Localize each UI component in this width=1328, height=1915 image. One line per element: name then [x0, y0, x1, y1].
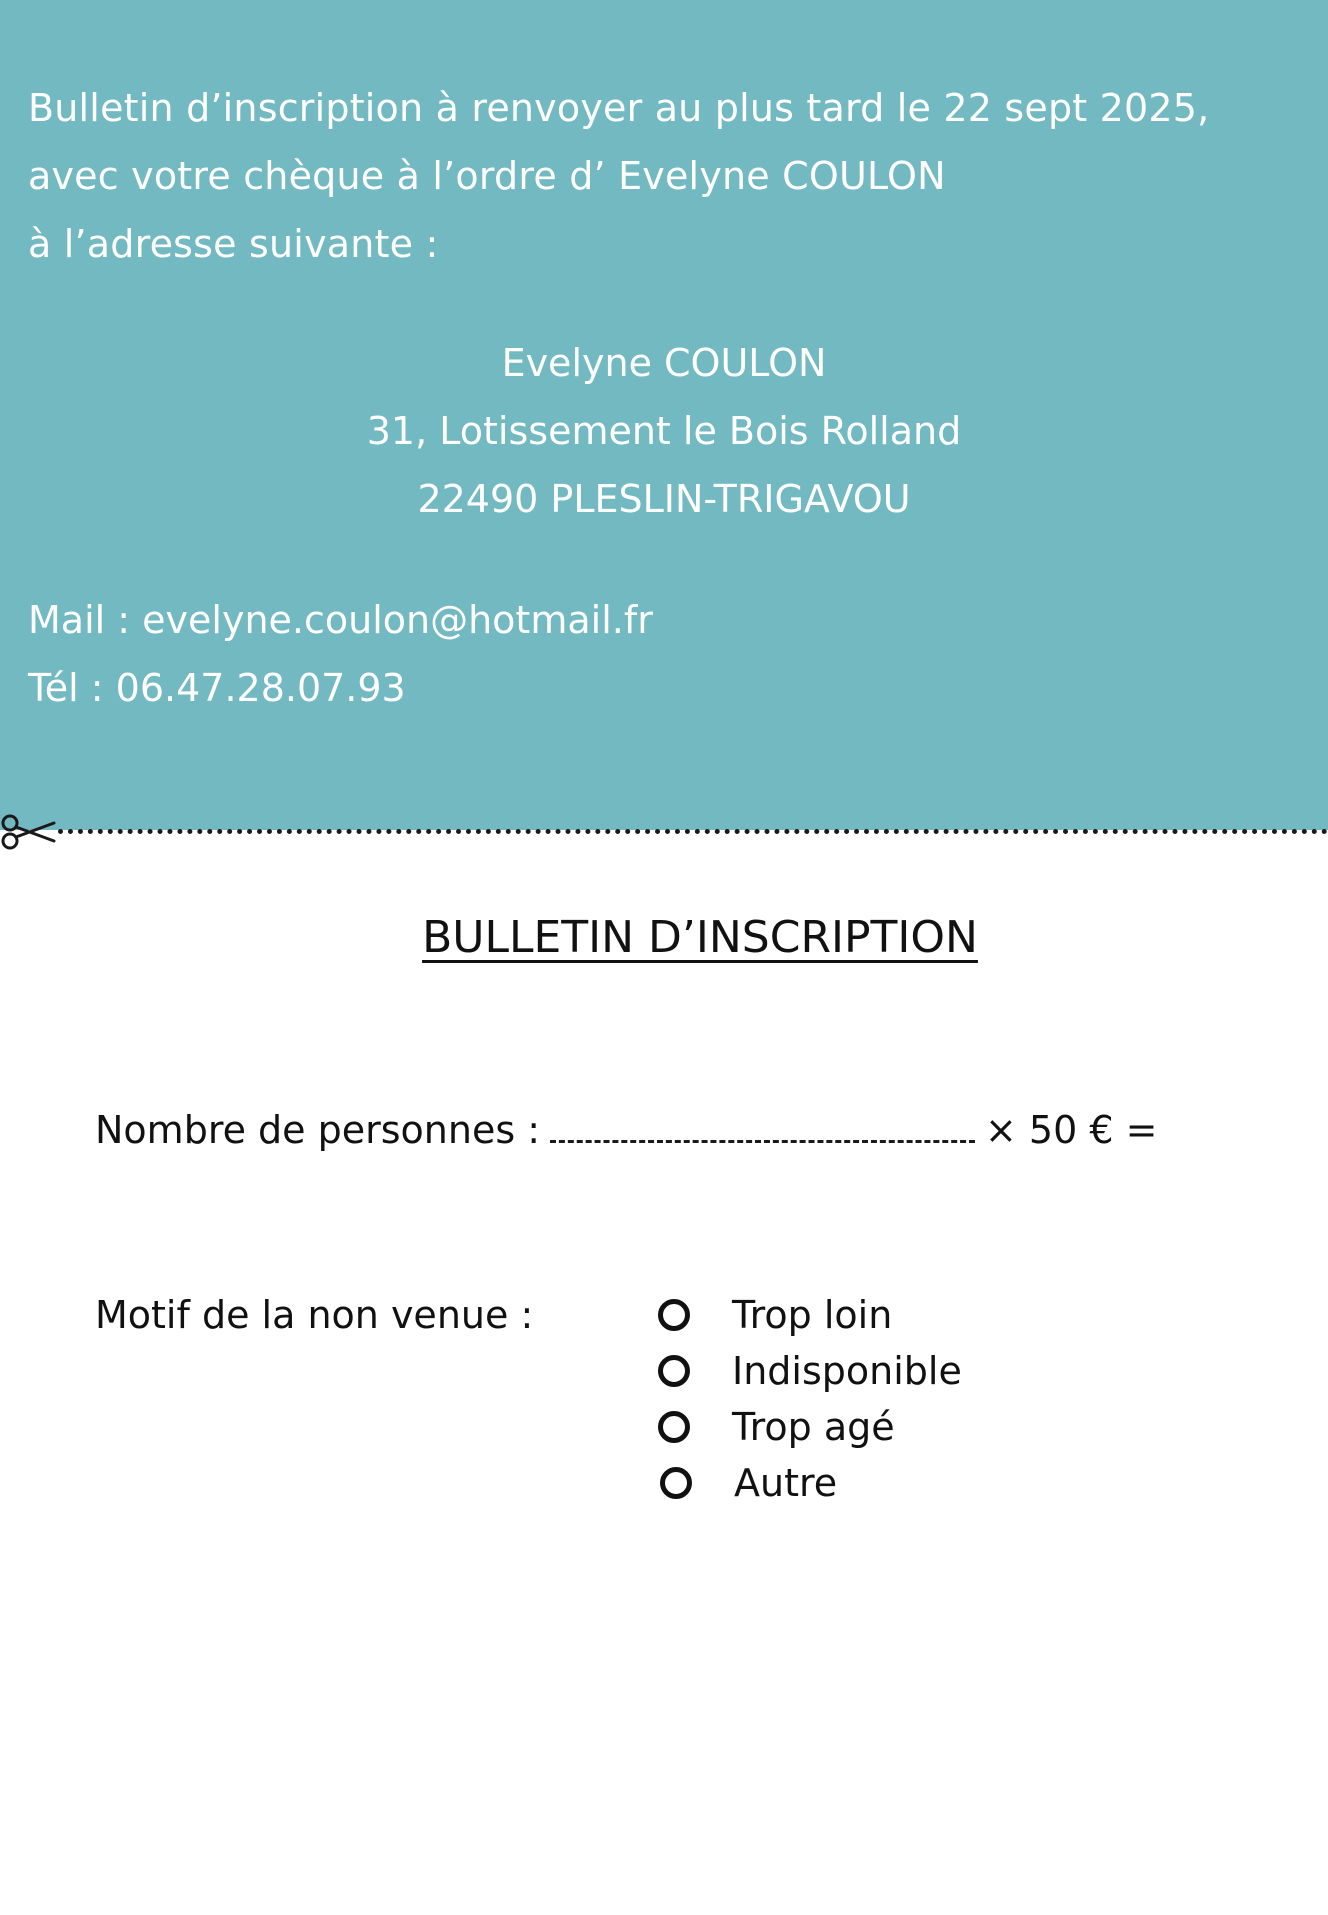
reason-label: Motif de la non venue :: [95, 1293, 534, 1337]
persons-field[interactable]: [550, 1140, 975, 1143]
address-city: 22490 PLESLIN-TRIGAVOU: [417, 477, 911, 521]
reason-option-label: Indisponible: [732, 1349, 962, 1393]
persons-label: Nombre de personnes :: [95, 1108, 541, 1152]
contact-phone[interactable]: Tél : 06.47.28.07.93: [28, 666, 406, 710]
scissors-icon: [0, 810, 56, 854]
deadline-text: Bulletin d’inscription à renvoyer au plus tard le 22 sept 2025,: [28, 86, 1210, 130]
reason-option-unavailable[interactable]: [658, 1347, 962, 1395]
radio-circle-icon[interactable]: [658, 1299, 690, 1331]
reason-option-too-old[interactable]: [658, 1403, 895, 1451]
address-intro-text: à l’adresse suivante :: [28, 222, 439, 266]
address-street: 31, Lotissement le Bois Rolland: [366, 409, 962, 453]
reason-option-label: Trop loin: [732, 1293, 893, 1337]
form-title: BULLETIN D’INSCRIPTION: [422, 912, 978, 963]
cut-line: [58, 829, 1328, 834]
radio-circle-icon[interactable]: [658, 1411, 690, 1443]
reason-option-label: Trop agé: [732, 1405, 895, 1449]
address-name: Evelyne COULON: [501, 341, 827, 385]
price-per-person-text: × 50 € =: [985, 1108, 1158, 1152]
reason-option-other[interactable]: [660, 1459, 837, 1507]
reason-option-too-far[interactable]: [658, 1291, 892, 1339]
cheque-payee-text: avec votre chèque à l’ordre d’ Evelyne COULON: [28, 154, 946, 198]
reason-option-label: Autre: [734, 1461, 838, 1505]
radio-circle-icon[interactable]: [660, 1467, 692, 1499]
contact-mail[interactable]: Mail : evelyne.coulon@hotmail.fr: [28, 598, 653, 642]
radio-circle-icon[interactable]: [658, 1355, 690, 1387]
instructions-panel: [0, 0, 1328, 830]
